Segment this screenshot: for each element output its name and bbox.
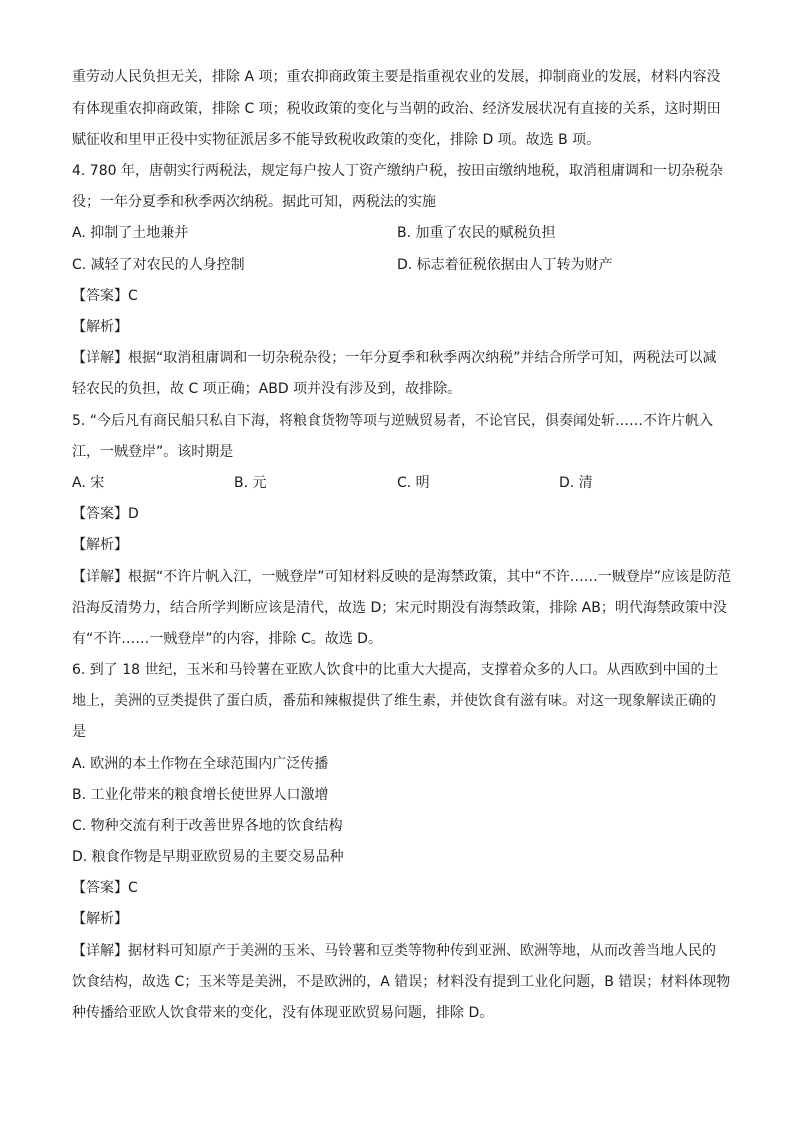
intro-line: 有体现重农抑商政策，排除 C 项；税收政策的变化与当朝的政治、经济发展状况有直接的关系，这时期田 (72, 101, 721, 117)
q6-option-c: C. 物种交流有利于改善世界各地的饮食结构 (72, 818, 343, 834)
q5-option-b: B. 元 (234, 475, 267, 491)
detail-label: 【详解】 (72, 569, 128, 585)
q6-stem-line: 6. 到了 18 世纪，玉米和马铃薯在亚欧人饮食中的比重大大提高，支撑着众多的人口。从西欧到中国的土 (72, 662, 719, 678)
answer-label: 【答案】 (72, 288, 128, 304)
answer-value: C (128, 288, 138, 304)
q5-answer (72, 504, 139, 524)
q5-detail-line: 有“不许……一贼登岸”的内容，排除 C。故选 D。 (72, 631, 382, 647)
q4-detail-line: 轻农民的负担，故 C 项正确；ABD 项并没有涉及到，故排除。 (72, 381, 462, 397)
q5-detail-line (72, 567, 731, 587)
q6-stem-line: 地上，美洲的豆类提供了蛋白质，番茄和辣椒提供了维生素，并使饮食有滋有味。对这一现象解读正确的 (72, 693, 716, 709)
q5-option-a: A. 宋 (72, 475, 105, 491)
q4-option-a: A. 抑制了土地兼并 (72, 225, 189, 241)
q4-option-d: D. 标志着征税依据由人丁转为财产 (397, 257, 613, 273)
detail-text: 据材料可知原产于美洲的玉米、马铃薯和豆类等物种传到亚洲、欧洲等地，从而改善当地人民的 (128, 943, 716, 959)
q4-detail-line (72, 348, 717, 368)
q4-option-b: B. 加重了农民的赋税负担 (397, 225, 556, 241)
q6-analysis-label: 【解析】 (72, 911, 128, 927)
q4-analysis-label: 【解析】 (72, 319, 128, 335)
q5-option-c: C. 明 (397, 475, 430, 491)
answer-value: D (128, 506, 139, 522)
q5-stem-line: 江，一贼登岸”。该时期是 (72, 444, 234, 460)
answer-label: 【答案】 (72, 506, 128, 522)
intro-line: 赋征收和里甲正役中实物征派居多不能导致税收政策的变化，排除 D 项。故选 B 项。 (72, 132, 601, 148)
intro-line: 重劳动人民负担无关，排除 A 项；重农抑商政策主要是指重视农业的发展，抑制商业的发展，材料内容没 (72, 69, 721, 85)
q6-answer (72, 878, 138, 898)
q4-option-c: C. 减轻了对农民的人身控制 (72, 257, 245, 273)
detail-label: 【详解】 (72, 350, 128, 366)
q5-detail-line: 沿海反清势力，结合所学判断应该是清代，故选 D；宋元时期没有海禁政策，排除 AB；明代海禁政策中没 (72, 600, 727, 616)
q5-option-d: D. 清 (559, 475, 593, 491)
q6-detail-line: 种传播给亚欧人饮食带来的变化，没有体现亚欧贸易问题，排除 D。 (72, 1005, 494, 1021)
q4-stem-line: 役；一年分夏季和秋季两次纳税。据此可知，两税法的实施 (72, 194, 436, 210)
detail-label: 【详解】 (72, 943, 128, 959)
q6-detail-line (72, 941, 716, 961)
q4-answer (72, 286, 138, 306)
answer-label: 【答案】 (72, 880, 128, 896)
q6-option-a: A. 欧洲的本土作物在全球范围内广泛传播 (72, 756, 329, 772)
q5-stem-line: 5. “今后凡有商民船只私自下海，将粮食货物等项与逆贼贸易者，不论官民，俱奏闻处斩……不许片帆入 (72, 413, 714, 429)
q4-stem-line: 4. 780 年，唐朝实行两税法，规定每户按人丁资产缴纳户税，按田亩缴纳地税，取消租庸调和一切杂税杂 (72, 163, 723, 179)
detail-text: 根据“取消租庸调和一切杂税杂役；一年分夏季和秋季两次纳税”并结合所学可知，两税法可以减 (128, 350, 717, 366)
q5-analysis-label: 【解析】 (72, 537, 128, 553)
q6-option-d: D. 粮食作物是早期亚欧贸易的主要交易品种 (72, 849, 344, 865)
detail-text: 根据“不许片帆入江，一贼登岸”可知材料反映的是海禁政策，其中“不许……一贼登岸”应该是防范 (128, 569, 732, 585)
q6-stem-line: 是 (72, 724, 86, 740)
q6-option-b: B. 工业化带来的粮食增长使世界人口激增 (72, 787, 329, 803)
answer-value: C (128, 880, 138, 896)
q6-detail-line: 饮食结构，故选 C；玉米等是美洲，不是欧洲的，A 错误；材料没有提到工业化问题，B 错误；材料体现物 (72, 974, 731, 990)
